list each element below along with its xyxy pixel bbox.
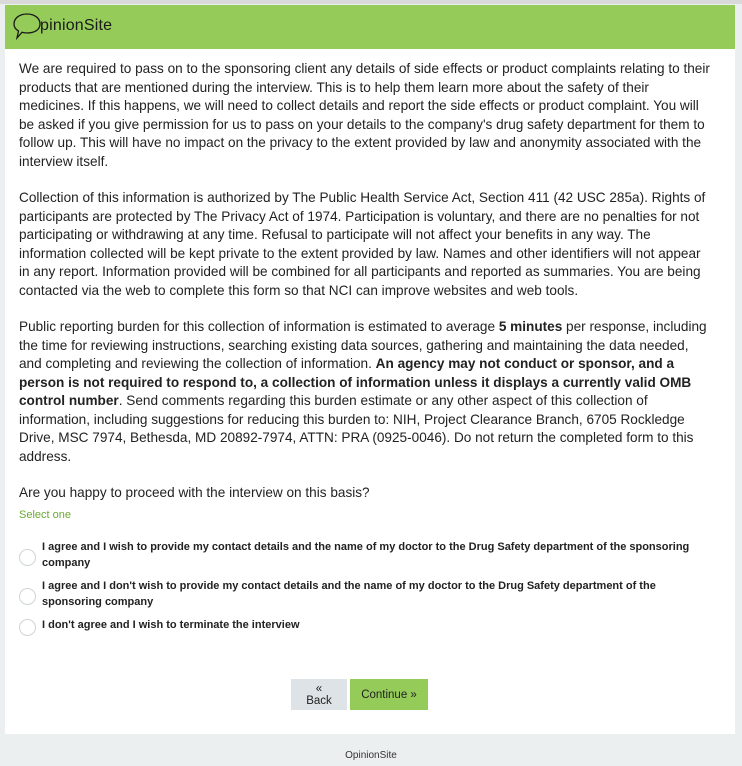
question-hint: Select one: [19, 508, 71, 521]
back-button[interactable]: « Back: [291, 679, 347, 710]
burden-time: 5 minutes: [498, 319, 563, 334]
logo: [12, 11, 112, 41]
continue-button[interactable]: Continue »: [350, 679, 428, 710]
authorization-paragraph: Collection of this information is authorized by The Public Health Service Act, Section 411 (42 USC 285a). Rights of participants are protected by The Privacy Act of 1974. Participation is voluntary, and there are no penalties for not participating or withdrawing at any time. Refusal to participate will not affect your benefits in any way. The information collected will be kept private to the extent provided by law. Names and other identifiers will not appear in any report. Information provided will be combined for all participants and reported as summaries. You are being contacted via the web to complete this form so that NCI can improve websites and web tools.: [19, 190, 706, 298]
logo-text: pinionSite: [40, 17, 113, 34]
option-agree-not-provide[interactable]: [19, 579, 713, 610]
burden-text: Public reporting burden for this collection of information is estimated to average: [19, 319, 499, 334]
omb-notice: An agency may not conduct or sponsor, and a person is not required to respond to, a collection of information unless it displays a currently valid OMB control number: [19, 356, 692, 408]
header: [5, 5, 735, 49]
question-text: Are you happy to proceed with the interview on this basis?: [19, 485, 370, 500]
nav-buttons: [291, 679, 428, 710]
option-agree-provide[interactable]: [19, 540, 713, 571]
radio-button[interactable]: [19, 549, 36, 566]
radio-group: [19, 540, 713, 636]
radio-button[interactable]: [19, 619, 36, 636]
option-disagree[interactable]: [19, 618, 713, 636]
burden-paragraph: [19, 318, 713, 466]
option-label[interactable]: I agree and I wish to provide my contact details and the name of my doctor to the Drug Safety department of the sponsoring company: [42, 541, 690, 569]
side-effects-paragraph: We are required to pass on to the sponsoring client any details of side effects or product complaints relating to their products that are mentioned during the interview. This is to help them learn more about the safety of their medicines. If this happens, we will need to collect details and report the side effects or product complaint. You will be asked if you give permission for us to pass on your details to the company's drug safety department for them to follow up. This will have no impact on the privacy to the extent provided by law and anonymity associated with the interview itself.: [19, 61, 710, 169]
option-label[interactable]: I agree and I don't wish to provide my contact details and the name of my doctor to the Drug Safety department of the sponsoring company: [42, 580, 656, 608]
top-strip: [0, 0, 742, 4]
option-label[interactable]: I don't agree and I wish to terminate the interview: [42, 619, 300, 631]
burden-text: per response, including the time for reviewing instructions, searching existing data sources, gathering and maintaining the data needed, and completing and reviewing the collection of information.: [19, 319, 707, 371]
footer-text: OpinionSite: [345, 750, 397, 761]
burden-text: . Send comments regarding this burden estimate or any other aspect of this collection of information, including suggestions for reducing this burden to: NIH, Project Clearance Branch, 6705 Rockledge Drive, MSC 7974, Bethesda, MD 20892-7974, ATTN: PRA (0925-0046). Do not return the completed form to this address.: [19, 393, 694, 464]
speech-bubble-icon: [12, 11, 42, 41]
survey-content: [19, 60, 713, 644]
radio-button[interactable]: [19, 588, 36, 605]
